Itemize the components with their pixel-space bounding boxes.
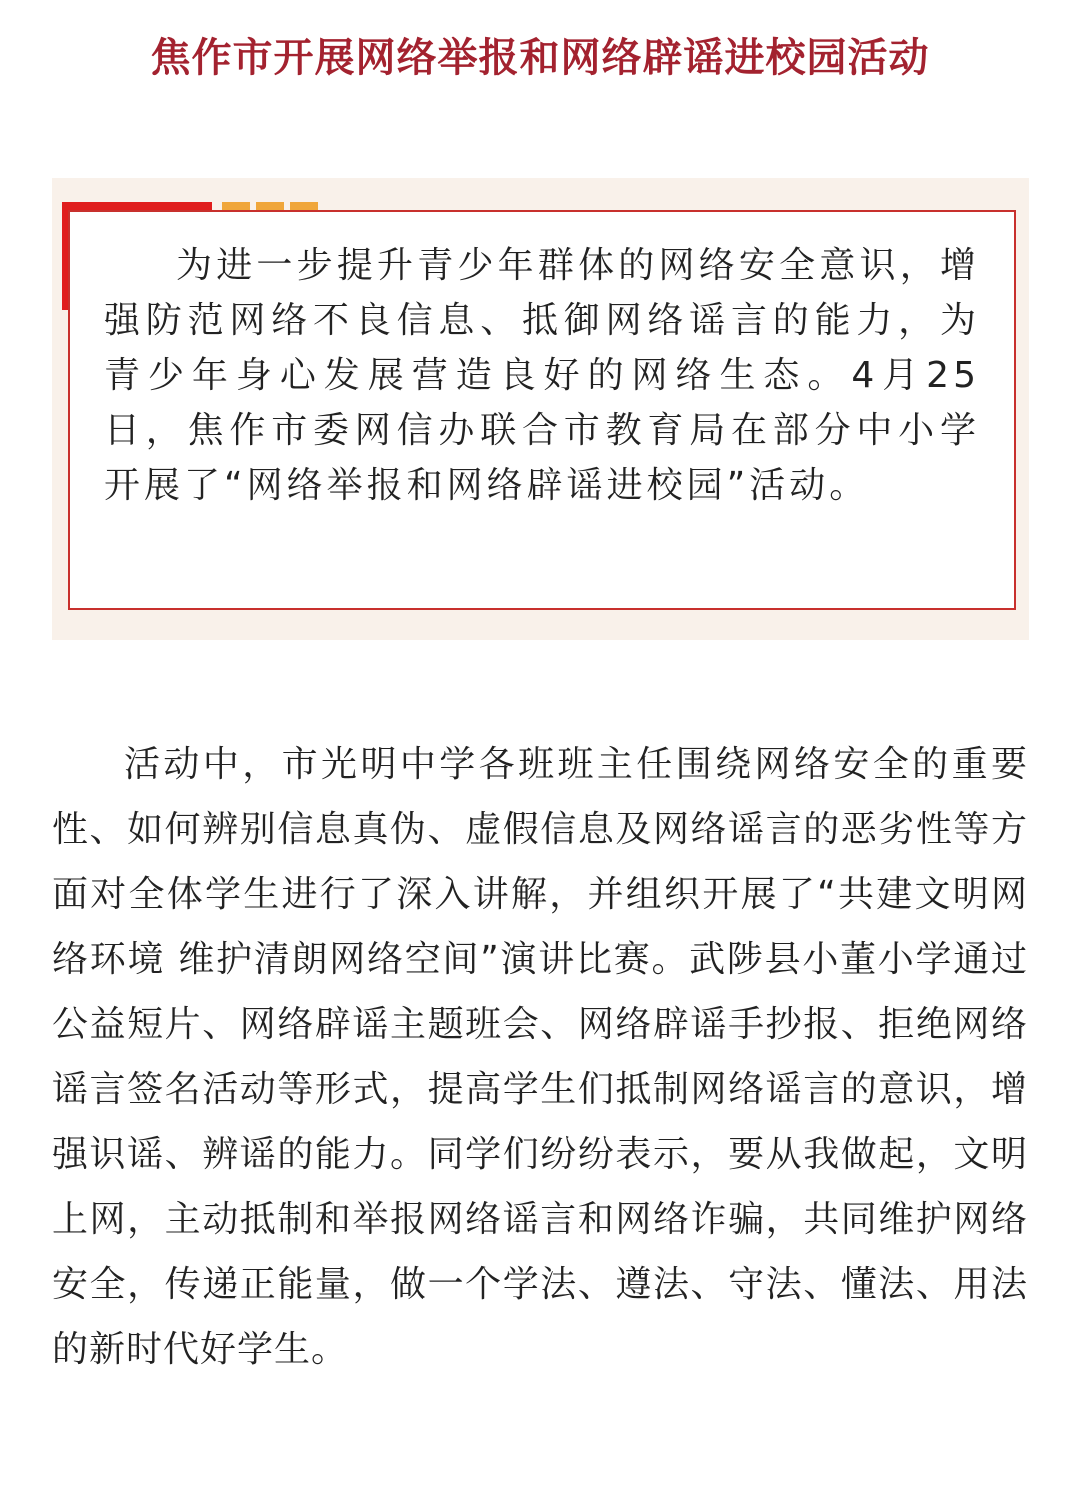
intro-paragraph: 为进一步提升青少年群体的网络安全意识，增强防范网络不良信息、抵御网络谣言的能力，为青少年身心发展营造良好的网络生态。4月25日，焦作市委网信办联合市教育局在部分中小学开展了“网络举报和网络辟谣进校园”活动。	[104, 245, 980, 506]
body-paragraph: 活动中，市光明中学各班班主任围绕网络安全的重要性、如何辨别信息真伪、虚假信息及网络谣言的恶劣性等方面对全体学生进行了深入讲解，并组织开展了“共建文明网络环境 维护清朗网络空间”演讲比赛。武陟县小董小学通过公益短片、网络辟谣主题班会、网络辟谣手抄报、拒绝网络谣言签名活动等形式，提高学生们抵制网络谣言的意识，增强识谣、辨谣的能力。同学们纷纷表示，要从我做起，文明上网，主动抵制和举报网络谣言和网络诈骗，共同维护网络安全，传递正能量，做一个学法、遵法、守法、懂法、用法的新时代好学生。	[52, 744, 1028, 1370]
article-title: 焦作市开展网络举报和网络辟谣进校园活动	[150, 35, 930, 81]
